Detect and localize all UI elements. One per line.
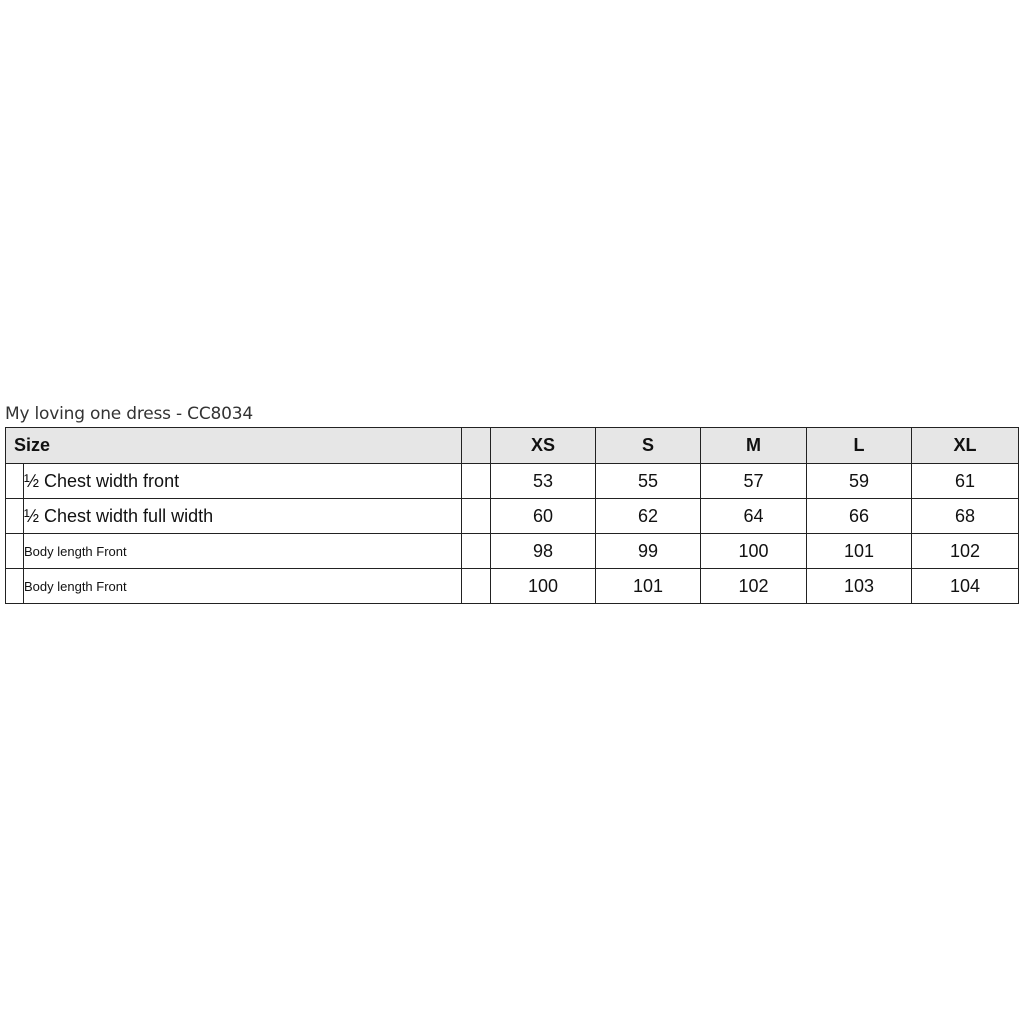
chart-title: My loving one dress - CC8034: [5, 404, 253, 424]
table-row: [6, 464, 1019, 499]
spacer-cell: [462, 569, 491, 604]
value-cell: 100: [491, 569, 596, 604]
value-cell: 99: [596, 534, 701, 569]
value-cell: 57: [701, 464, 807, 499]
value-cell: 66: [807, 499, 912, 534]
value-cell: 55: [596, 464, 701, 499]
indent-cell: [6, 534, 24, 569]
value-cell: 101: [596, 569, 701, 604]
value-cell: 100: [701, 534, 807, 569]
value-cell: 53: [491, 464, 596, 499]
size-header-xs: XS: [491, 428, 596, 464]
value-cell: 64: [701, 499, 807, 534]
indent-cell: [6, 499, 24, 534]
size-header-xl: XL: [912, 428, 1019, 464]
size-header-l: L: [807, 428, 912, 464]
value-cell: 98: [491, 534, 596, 569]
table-row: [6, 569, 1019, 604]
size-chart-table: [5, 427, 1019, 604]
value-cell: 102: [701, 569, 807, 604]
value-cell: 60: [491, 499, 596, 534]
indent-cell: [6, 464, 24, 499]
row-label: Body length Front: [24, 534, 462, 569]
size-header-s: S: [596, 428, 701, 464]
row-label: ½ Chest width full width: [24, 499, 462, 534]
value-cell: 102: [912, 534, 1019, 569]
value-cell: 59: [807, 464, 912, 499]
spacer-header-cell: [462, 428, 491, 464]
value-cell: 61: [912, 464, 1019, 499]
value-cell: 101: [807, 534, 912, 569]
indent-cell: [6, 569, 24, 604]
row-label: Body length Front: [24, 569, 462, 604]
size-header-m: M: [701, 428, 807, 464]
value-cell: 103: [807, 569, 912, 604]
spacer-cell: [462, 499, 491, 534]
size-header-label: Size: [6, 428, 462, 464]
value-cell: 104: [912, 569, 1019, 604]
table-row: [6, 534, 1019, 569]
spacer-cell: [462, 464, 491, 499]
value-cell: 62: [596, 499, 701, 534]
table-row: [6, 499, 1019, 534]
value-cell: 68: [912, 499, 1019, 534]
header-row: [6, 428, 1019, 464]
spacer-cell: [462, 534, 491, 569]
row-label: ½ Chest width front: [24, 464, 462, 499]
